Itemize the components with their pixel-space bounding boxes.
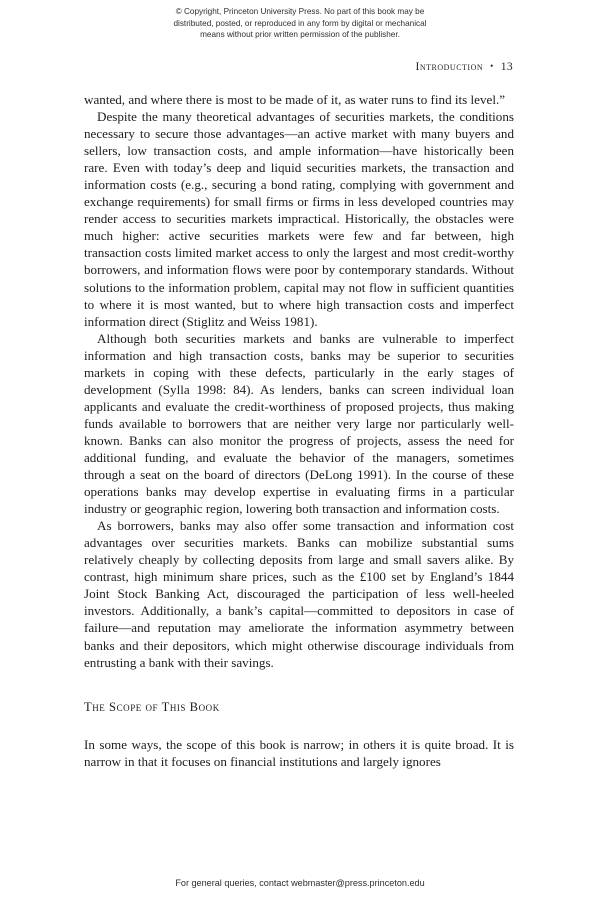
copyright-line-2: distributed, posted, or reproduced in any form by digital or mechanical — [173, 18, 427, 28]
paragraph-scope-intro: In some ways, the scope of this book is narrow; in others it is quite broad. It is narrow in that it focuses on financial institutions and largely ignores — [84, 736, 514, 769]
paragraph-banks-as-borrowers: As borrowers, banks may also offer some transaction and information cost advantages over securities markets. Banks can mobilize substantial sums relatively cheaply by collecting deposits from large and small savers alike. By contrast, high minimum share prices, such as the £100 set by England’s 1844 Joint Stock Banking Act, discouraged the participation of less well-heeled investors. Additionally, a bank’s capital—committed to depositors in case of failure—and reputation may ameliorate the information asymmetry between banks and their depositors, which might otherwise discourage individuals from entrusting a bank with their savings. — [84, 518, 514, 670]
running-head-chapter-title: Introduction — [415, 60, 484, 73]
paragraph-continuation: wanted, and where there is most to be made of it, as water runs to find its level.” — [84, 92, 506, 107]
running-head — [416, 60, 514, 73]
paragraph-banks-superiority: Although both securities markets and banks are vulnerable to imperfect information and high transaction costs, banks may be superior to securities markets in coping with these defects, particularly in the early stages of development (Sylla 1998: 84). As lenders, banks can screen individual loan applicants and evaluate the credit-worthiness of proposed projects, thus making funds available to borrowers that are neither very large nor particularly well-known. Banks can also monitor the progress of projects, assess the need for additional funding, and evaluate the behavior of the managers, sometimes through a seat on the board of directors (DeLong 1991). In the course of these operations banks may develop expertise in evaluating firms in a particular industry or geographic region, lowering both transaction and information costs. — [84, 330, 514, 517]
page-number: 13 — [500, 60, 513, 73]
copyright-line-3: means without prior written permission of the publisher. — [200, 30, 400, 40]
section-heading-scope-of-this-book: The Scope of This Book — [84, 699, 220, 714]
page-footer-queries: For general queries, contact webmaster@press.princeton.edu — [175, 878, 425, 888]
copyright-line-1: © Copyright, Princeton University Press. No part of this book may be — [175, 7, 425, 16]
body-text-column — [84, 91, 514, 770]
copyright-notice — [125, 6, 475, 41]
bullet-separator-icon: • — [490, 60, 494, 71]
paragraph-securities-markets-conditions: Despite the many theoretical advantages of securities markets, the conditions necessary to secure those advantages—an active market with many buyers and sellers, low transaction costs, and ample information—have historically been rare. Even with today’s deep and liquid securities markets, the transaction and information costs (e.g., securing a bond rating, complying with government and exchange requirements) for small firms or firms in less developed countries may render access to securities markets impractical. Historically, the obstacles were much higher: active securities markets were few and far between, high transaction costs limited market access to only the largest and most credit-worthy borrowers, and information flows were poor by contemporary standards. Without solutions to the information problem, capital may not flow in sufficient quantities to where it is most wanted, but to where high transaction costs and imperfect information direct (Stiglitz and Weiss 1981). — [84, 109, 514, 329]
